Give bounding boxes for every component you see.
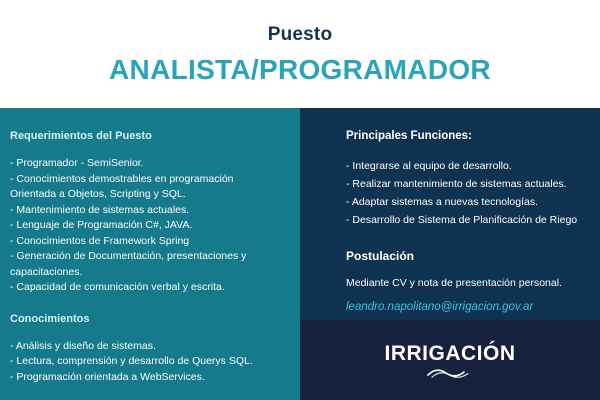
list-item: - Lectura, comprensión y desarrollo de Querys SQL. — [10, 355, 253, 367]
list-item: - Adaptar sistemas a nuevas tecnologías. — [346, 196, 539, 208]
list-item: - Generación de Documentación, presentaciones y — [10, 250, 247, 262]
list-item: - Mantenimiento de sistemas actuales. — [10, 203, 190, 216]
list-item: - Conocimientos de Framework Spring — [10, 234, 190, 247]
list-item: - Análisis y diseño de sistemas. — [10, 339, 156, 352]
brand-logo — [385, 342, 516, 378]
requirements-panel — [0, 108, 300, 400]
application-title: Postulación — [346, 249, 415, 263]
functions-title: Principales Funciones: — [346, 130, 472, 142]
contact-email[interactable]: leandro.napolitano@irrigacion.gov.ar — [346, 301, 534, 313]
list-item: - Capacidad de comunicación verbal y escrita. — [10, 281, 225, 293]
requirements-list — [10, 156, 282, 295]
wave-icon — [427, 368, 473, 378]
requirements-title: Requerimientos del Puesto — [10, 130, 152, 142]
brand-name: IRRIGACIÓN — [384, 342, 516, 365]
list-item: Orientada a Objetos, Scripting y SQL. — [10, 188, 186, 200]
knowledge-title: Conocimientos — [10, 312, 90, 325]
list-item: - Programador - SemiSenior. — [10, 157, 144, 169]
list-item: capacitaciones. — [10, 265, 83, 278]
page-title: ANALISTA/PROGRAMADOR — [109, 54, 491, 85]
brand-panel — [300, 320, 600, 400]
list-item: - Lenguaje de Programación C#, JAVA. — [10, 219, 193, 231]
poster-header — [0, 0, 600, 108]
functions-panel — [300, 108, 600, 320]
knowledge-list — [10, 339, 282, 385]
list-item: - Integrarse al equipo de desarrollo. — [346, 160, 512, 172]
functions-list — [346, 158, 582, 229]
application-text: Mediante CV y nota de presentación personal. — [346, 277, 562, 289]
list-item: - Programación orientada a WebServices. — [10, 370, 205, 383]
list-item: - Conocimientos demostrables en programación — [10, 172, 234, 185]
list-item: - Realizar mantenimiento de sistemas actuales. — [346, 178, 567, 190]
header-kicker: Puesto — [267, 24, 333, 45]
list-item: - Desarrollo de Sistema de Planificación de Riego — [346, 214, 578, 226]
